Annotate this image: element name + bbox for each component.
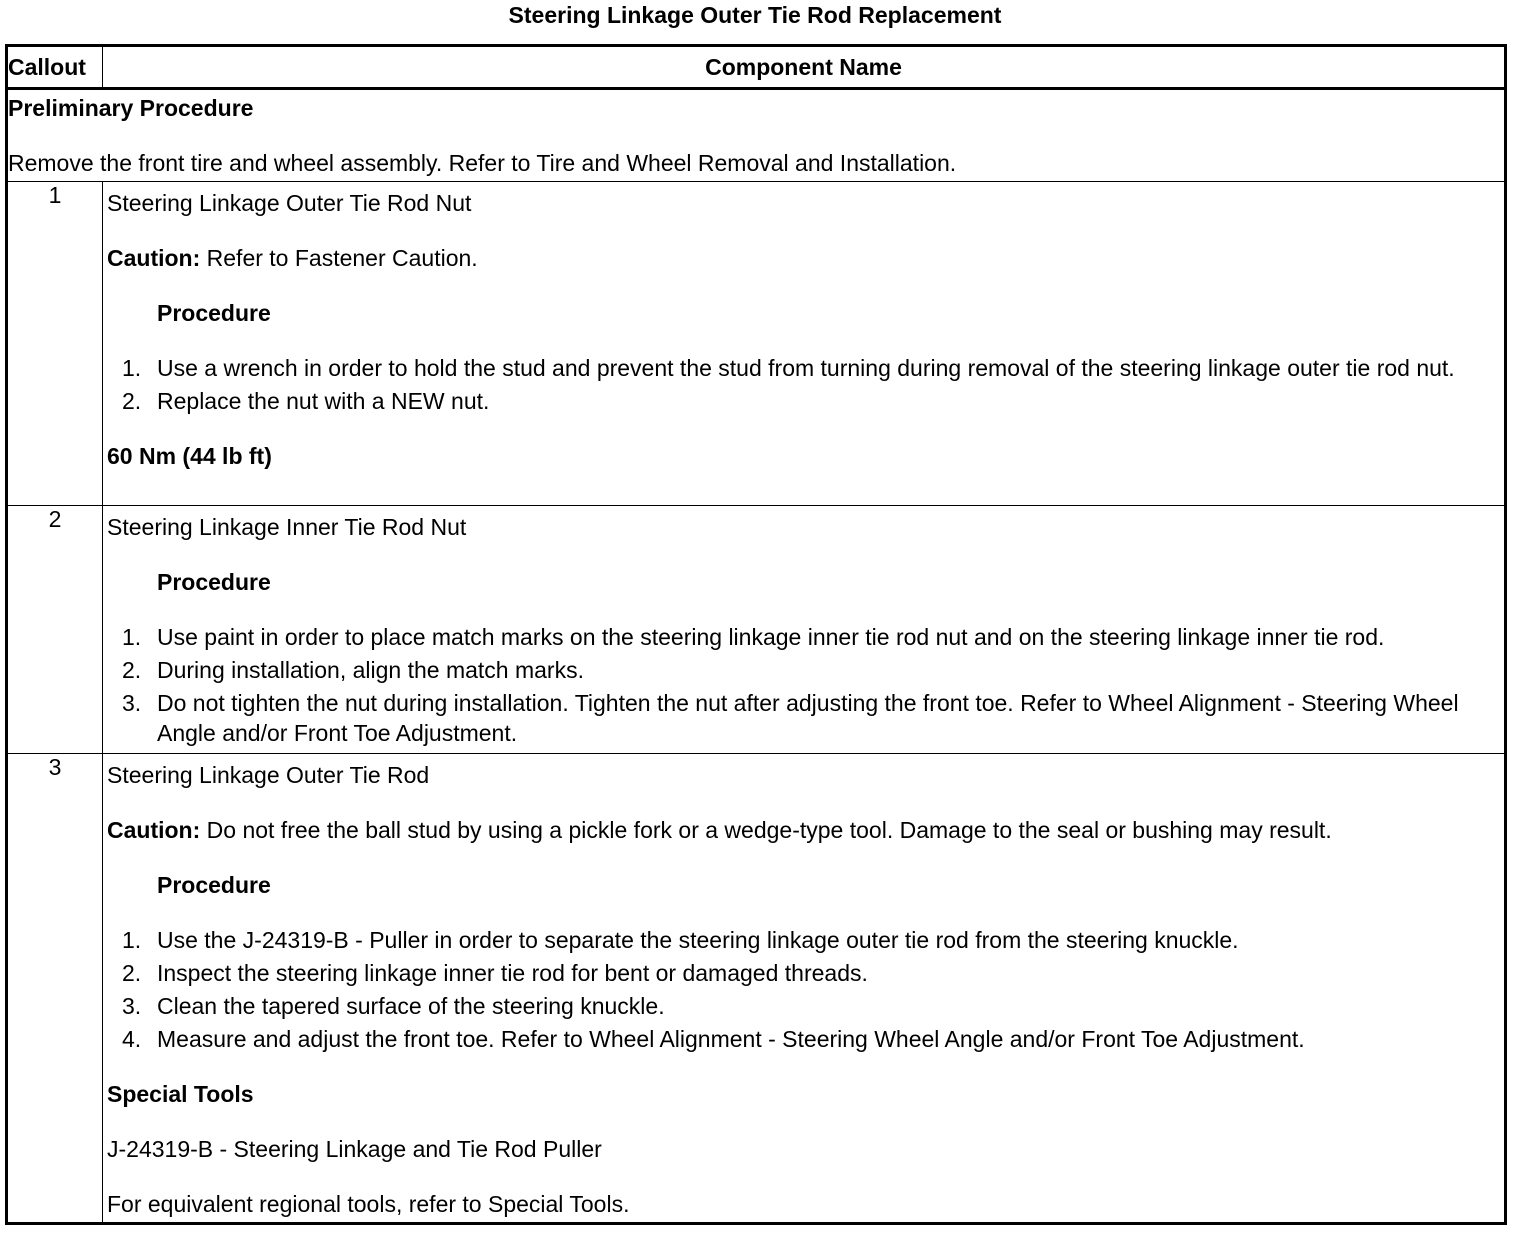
caution-text: Refer to Fastener Caution. bbox=[200, 245, 478, 271]
step-text: Do not tighten the nut during installation. Tighten the nut after adjusting the front toe. Refer to Wheel Alignment - Steering Wheel Angle and/or Front Toe Adjustment. bbox=[157, 690, 1459, 746]
component-cell bbox=[103, 754, 1506, 1224]
callout-column-header: Callout bbox=[7, 46, 103, 89]
table-row bbox=[7, 754, 1506, 1224]
procedure-heading: Procedure bbox=[157, 300, 271, 326]
equivalent-tools-note: For equivalent regional tools, refer to Special Tools. bbox=[107, 1191, 630, 1217]
caution-label: Caution: bbox=[107, 817, 201, 843]
step-number: 2. bbox=[122, 388, 142, 414]
torque-spec: 60 Nm (44 lb ft) bbox=[107, 443, 272, 469]
step-number: 3. bbox=[122, 993, 142, 1019]
callout-number: 2 bbox=[7, 506, 103, 754]
step-text: Inspect the steering linkage inner tie rod for bent or damaged threads. bbox=[157, 960, 868, 986]
list-item bbox=[107, 622, 1500, 652]
procedure-heading: Procedure bbox=[157, 872, 271, 898]
table-header-row bbox=[7, 46, 1506, 89]
list-item bbox=[107, 386, 1500, 416]
step-text: Replace the nut with a NEW nut. bbox=[157, 388, 490, 414]
list-item bbox=[107, 688, 1500, 748]
list-item bbox=[107, 655, 1500, 685]
callout-number: 3 bbox=[7, 754, 103, 1224]
caution-line bbox=[107, 815, 1500, 846]
step-text: Measure and adjust the front toe. Refer to Wheel Alignment - Steering Wheel Angle and/or Front Toe Adjustment. bbox=[157, 1026, 1305, 1052]
list-item bbox=[107, 958, 1500, 988]
procedure-heading: Procedure bbox=[157, 569, 271, 595]
step-number: 2. bbox=[122, 960, 142, 986]
component-name: Steering Linkage Outer Tie Rod Nut bbox=[107, 190, 472, 216]
component-name: Steering Linkage Outer Tie Rod bbox=[107, 762, 430, 788]
step-text: Use paint in order to place match marks on the steering linkage inner tie rod nut and on the steering linkage inner tie rod. bbox=[157, 624, 1385, 650]
step-text: Clean the tapered surface of the steering knuckle. bbox=[157, 993, 665, 1019]
caution-text: Do not free the ball stud by using a pickle fork or a wedge-type tool. Damage to the seal or bushing may result. bbox=[200, 817, 1332, 843]
step-number: 1. bbox=[122, 355, 142, 381]
special-tool-item: J-24319-B - Steering Linkage and Tie Rod Puller bbox=[107, 1136, 602, 1162]
step-number: 2. bbox=[122, 657, 142, 683]
step-number: 1. bbox=[122, 624, 142, 650]
step-text: During installation, align the match marks. bbox=[157, 657, 584, 683]
step-number: 3. bbox=[122, 690, 142, 716]
list-item bbox=[107, 353, 1500, 383]
table-row bbox=[7, 182, 1506, 506]
table-row bbox=[7, 506, 1506, 754]
preliminary-row bbox=[7, 89, 1506, 182]
component-cell bbox=[103, 506, 1506, 754]
step-text: Use the J-24319-B - Puller in order to separate the steering linkage outer tie rod from the steering knuckle. bbox=[157, 927, 1239, 953]
component-name: Steering Linkage Inner Tie Rod Nut bbox=[107, 514, 467, 540]
document-title: Steering Linkage Outer Tie Rod Replacement bbox=[508, 2, 1002, 28]
component-column-header: Component Name bbox=[103, 46, 1506, 89]
callout-number: 1 bbox=[7, 182, 103, 506]
caution-label: Caution: bbox=[107, 245, 201, 271]
procedure-table bbox=[5, 44, 1507, 1225]
list-item bbox=[107, 991, 1500, 1021]
preliminary-heading: Preliminary Procedure bbox=[8, 95, 254, 121]
step-number: 4. bbox=[122, 1026, 142, 1052]
special-tools-heading: Special Tools bbox=[107, 1081, 254, 1107]
procedure-steps bbox=[107, 622, 1500, 748]
procedure-steps bbox=[107, 353, 1500, 416]
procedure-steps bbox=[107, 925, 1500, 1054]
list-item bbox=[107, 1024, 1500, 1054]
list-item bbox=[107, 925, 1500, 955]
step-text: Use a wrench in order to hold the stud and prevent the stud from turning during removal of the steering linkage outer tie rod nut. bbox=[157, 355, 1455, 381]
caution-line bbox=[107, 243, 1500, 274]
preliminary-text: Remove the front tire and wheel assembly. Refer to Tire and Wheel Removal and Installation. bbox=[8, 150, 957, 176]
component-cell bbox=[103, 182, 1506, 506]
preliminary-cell bbox=[7, 89, 1506, 182]
step-number: 1. bbox=[122, 927, 142, 953]
